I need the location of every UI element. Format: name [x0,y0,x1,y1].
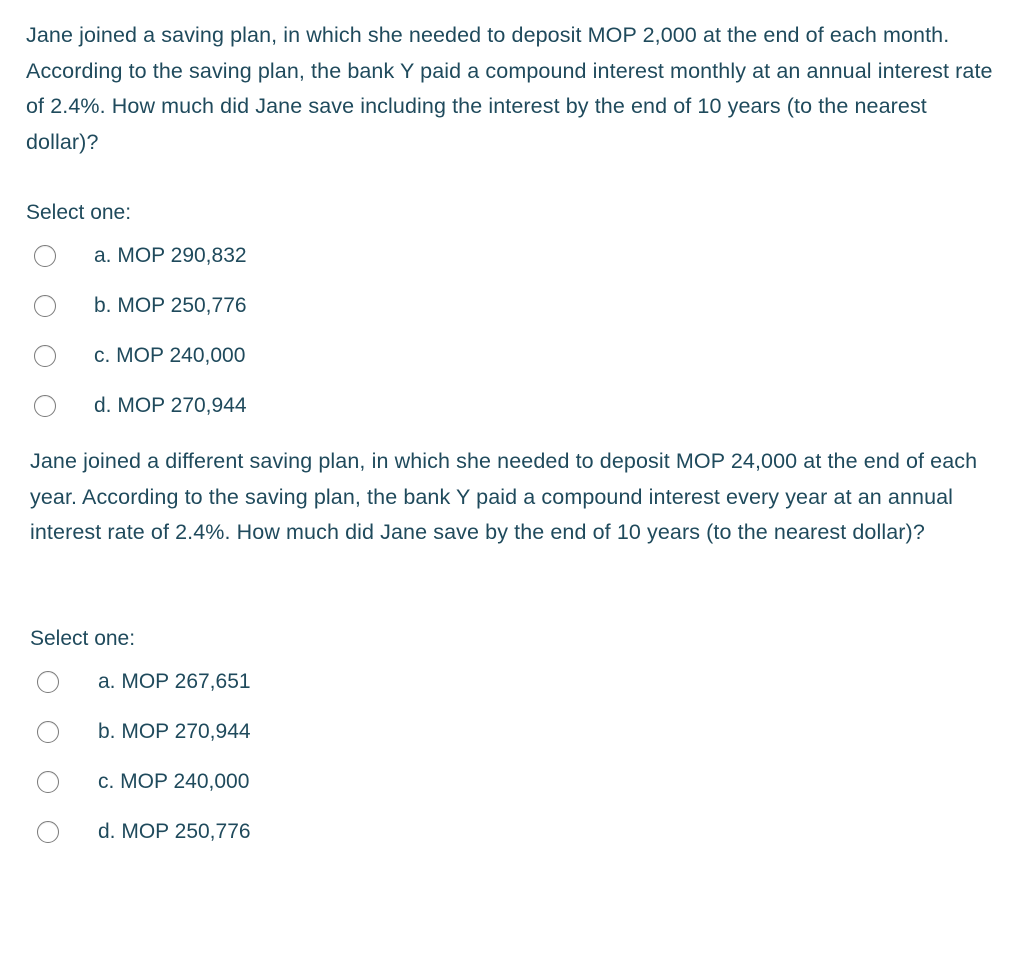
option-d[interactable] [34,391,334,421]
option-label[interactable]: a. MOP 290,832 [94,244,247,267]
option-label[interactable]: c. MOP 240,000 [98,770,250,793]
question-text: Jane joined a different saving plan, in which she needed to deposit MOP 24,000 at the end of each year. According to the saving plan, the bank Y paid a compound interest every year at an annual interest rate of 2.4%. How much did Jane save by the end of 10 years (to the nearest dollar)? [30,449,978,544]
radio-circle-icon[interactable] [37,771,59,793]
option-a[interactable] [37,667,337,697]
option-label[interactable]: b. MOP 270,944 [98,720,251,743]
option-label[interactable]: a. MOP 267,651 [98,670,251,693]
radio-circle-icon[interactable] [34,295,56,317]
option-c[interactable] [37,767,337,797]
option-label[interactable]: d. MOP 250,776 [98,820,251,843]
radio-circle-icon[interactable] [34,345,56,367]
radio-circle-icon[interactable] [37,671,59,693]
radio-circle-icon[interactable] [34,395,56,417]
option-label[interactable]: b. MOP 250,776 [94,294,247,317]
option-c[interactable] [34,341,334,371]
radio-circle-icon[interactable] [34,245,56,267]
option-d[interactable] [37,817,337,847]
option-b[interactable] [34,291,334,321]
radio-circle-icon[interactable] [37,721,59,743]
question-text: Jane joined a saving plan, in which she needed to deposit MOP 2,000 at the end of each month. According to the saving plan, the bank Y paid a compound interest monthly at an annual interest rate of 2.4%. How much did Jane save including the interest by the end of 10 years (to the nearest dollar)? [26,23,993,154]
option-b[interactable] [37,717,337,747]
option-a[interactable] [34,241,334,271]
option-label[interactable]: d. MOP 270,944 [94,394,247,417]
option-label[interactable]: c. MOP 240,000 [94,344,246,367]
radio-circle-icon[interactable] [37,821,59,843]
select-one-label: Select one: [26,201,132,224]
select-one-label: Select one: [30,627,136,650]
